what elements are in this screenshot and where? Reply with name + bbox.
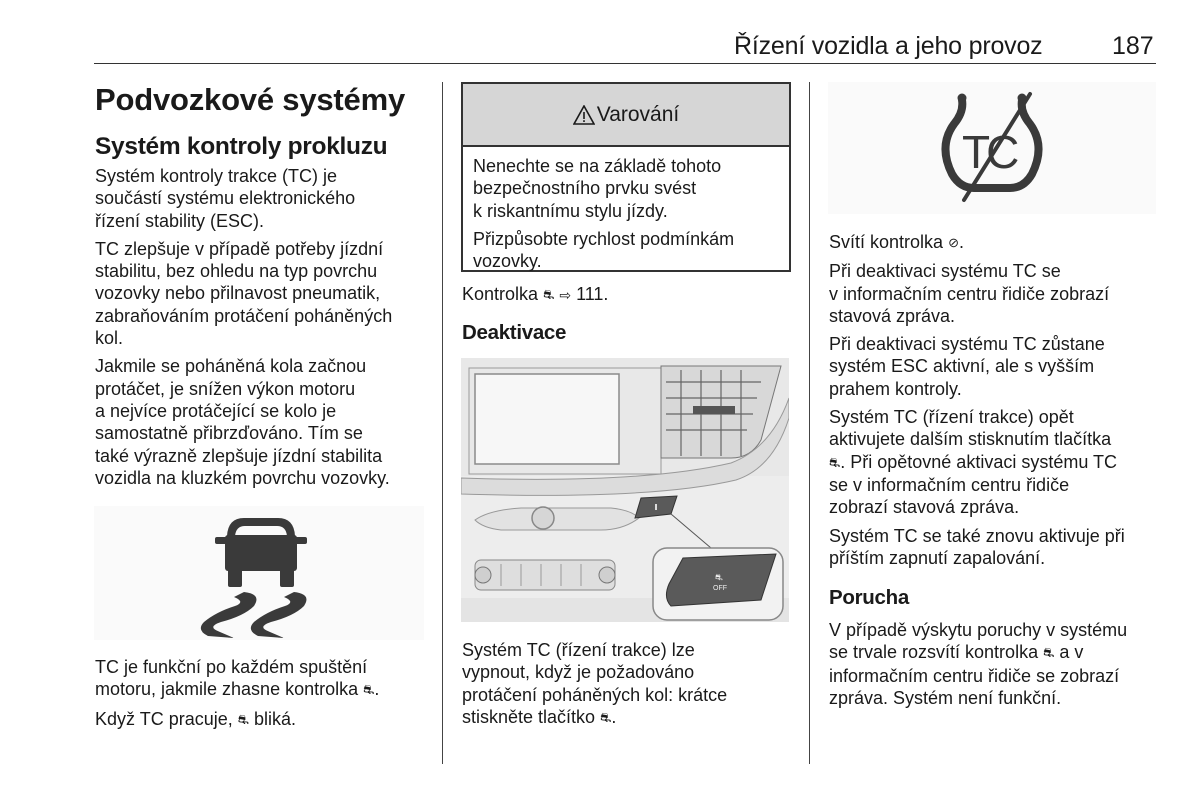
left-column-after-figure <box>95 656 430 731</box>
dashboard-tc-off-button-illustration <box>461 358 789 622</box>
section-title: Systém kontroly prokluzu <box>95 133 388 160</box>
paragraph: Systém TC (řízení trakce) lze vypnout, když je požadováno protáčení poháněných kol: krátce stiskněte tlačítko ⛐. <box>462 640 728 727</box>
paragraph: Systém TC (řízení trakce) opět aktivujete dalším stisknutím tlačítka ⛐. Při opětovné aktivaci systému TC se v informačním centru řidiče zobrazí stavová zpráva. <box>829 407 1118 518</box>
tc-off-indicator-icon <box>828 82 1156 214</box>
tc-off-lamp-icon: ⊘ <box>948 235 959 250</box>
warning-triangle-icon <box>573 105 595 125</box>
dashboard-figure <box>461 358 789 622</box>
fault-title: Porucha <box>829 586 909 610</box>
paragraph: V případě výskytu poruchy v systému se trvale rozsvítí kontrolka ⛐ a v informačním centru řidiče se zobrazí zpráva. Systém není funkční. <box>829 620 1128 709</box>
paragraph: Když TC pracuje, ⛐ bliká. <box>95 708 297 729</box>
section-header-title: Řízení vozidla a jeho provoz <box>734 32 1043 60</box>
paragraph: Jakmile se poháněná kola začnou protáčet, je snížen výkon motoru a nejvíce protáčející se kolo je samostatně přibrzďováno. Tím se také výrazně zlepšuje jízdní stabilita vozidla na kluzkém povrchu vozovky. <box>95 356 390 488</box>
page-reference-arrow-icon: ⇨ <box>559 287 572 303</box>
traction-control-skid-icon <box>94 506 424 640</box>
warning-body <box>463 147 789 280</box>
header-rule <box>94 63 1156 64</box>
warning-title: Varování <box>596 102 680 126</box>
warning-box <box>461 82 791 272</box>
page-number: 187 <box>1112 32 1154 60</box>
tc-off-icon-text: TC <box>962 126 1016 178</box>
tc-lamp-icon: ⛐ <box>237 711 249 727</box>
tc-off-button-icon: ⛐ <box>829 454 841 470</box>
subsection-title: Deaktivace <box>462 321 567 345</box>
page-reference[interactable]: 111. <box>576 284 609 304</box>
warning-paragraph: Nenechte se na základě tohoto bezpečnostního prvku svést k riskantnímu stylu jízdy. <box>473 156 722 221</box>
tc-off-button-icon: ⛐ <box>600 709 612 725</box>
tc-lamp-icon: ⛐ <box>363 682 375 698</box>
paragraph: Při deaktivaci systému TC zůstane systém ESC aktivní, ale s vyšším prahem kontroly. <box>829 334 1105 399</box>
chapter-title: Podvozkové systémy <box>95 82 405 117</box>
warning-header <box>463 84 789 147</box>
right-column <box>829 231 1159 709</box>
column-divider-left <box>442 82 443 764</box>
column-divider-right <box>809 82 810 764</box>
middle-column <box>462 283 792 346</box>
paragraph: Systém kontroly trakce (TC) je součástí systému elektronického řízení stability (ESC). <box>95 166 356 231</box>
tc-off-button-label: OFF <box>713 585 727 592</box>
svg-text:⛐: ⛐ <box>715 572 723 582</box>
tc-lamp-icon: ⛐ <box>1043 645 1055 661</box>
paragraph: Svítí kontrolka ⊘. <box>829 232 964 252</box>
paragraph: Systém TC se také znovu aktivuje při příštím zapnutí zapalování. <box>829 525 1125 568</box>
traction-control-figure <box>94 506 424 640</box>
paragraph: Při deaktivaci systému TC se v informačním centru řidiče zobrazí stavová zpráva. <box>829 261 1110 326</box>
middle-column-after-figure <box>462 639 792 729</box>
tc-off-figure <box>828 82 1156 214</box>
tc-lamp-icon: ⛐ <box>543 287 555 302</box>
paragraph: TC zlepšuje v případě potřeby jízdní stabilitu, bez ohledu na typ povrchu vozovky nebo přilnavost pneumatik, zabraňováním protáčení poháněných kol. <box>95 238 393 349</box>
paragraph: TC je funkční po každém spuštění motoru, jakmile zhasne kontrolka ⛐. <box>95 657 380 700</box>
warning-paragraph: Přizpůsobte rychlost podmínkám vozovky. <box>473 228 735 272</box>
left-column <box>95 82 430 489</box>
cross-reference[interactable]: Kontrolka ⛐ ⇨ 111. <box>462 284 609 304</box>
